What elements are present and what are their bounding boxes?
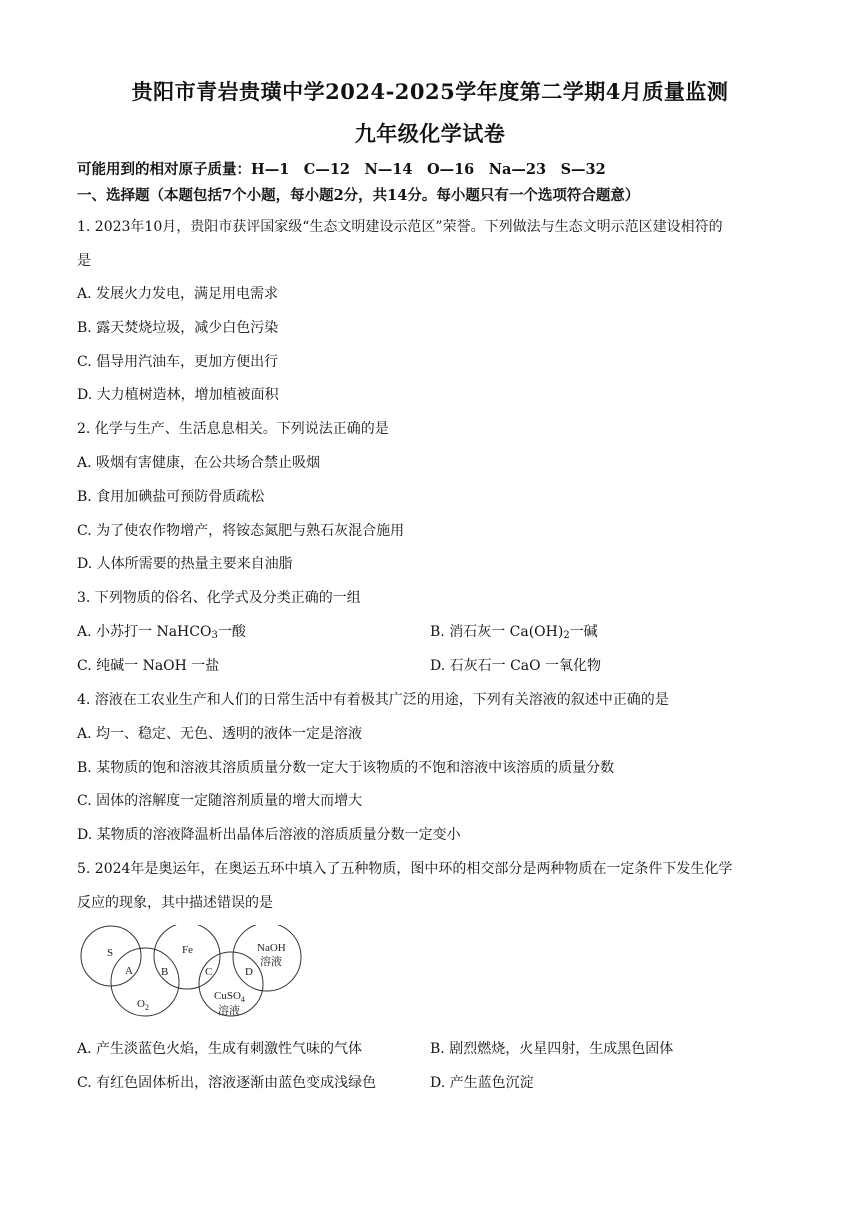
section-heading: 一、选择题（本题包括7个小题，每小题2分，共14分。每小题只有一个选项符合题意） — [77, 187, 640, 204]
q3-option-a — [77, 625, 246, 639]
q3-b-suffix: 一碱 — [569, 624, 598, 640]
q4-stem: 4. 溶液在工农业生产和人们的日常生活中有着极其广泛的用途，下列有关溶液的叙述中正确的是 — [77, 692, 669, 708]
q2-option-d: D. 人体所需要的热量主要来自油脂 — [77, 556, 293, 572]
q3-b-sub: 2 — [563, 630, 570, 641]
q1-option-d: D. 大力植树造林，增加植被面积 — [77, 387, 279, 403]
q3-stem: 3. 下列物质的俗名、化学式及分类正确的一组 — [77, 590, 361, 606]
q3-option-b — [430, 625, 598, 639]
ring-cuso4-label: CuSO$_4$ — [214, 990, 245, 1004]
atomic-masses: 可能用到的相对原子质量：H—1 C—12 N—14 O—16 Na—23 S—32 — [77, 161, 606, 178]
q3-a-suffix: 一酸 — [217, 624, 246, 640]
q2-option-b: B. 食用加碘盐可预防骨质疏松 — [77, 489, 265, 505]
q2-option-a: A. 吸烟有害健康，在公共场合禁止吸烟 — [77, 455, 321, 471]
q5-stem-line2: 反应的现象，其中描述错误的是 — [77, 895, 273, 911]
q1-stem-line1: 1. 2023年10月，贵阳市获评国家级“生态文明建设示范区”荣誉。下列做法与生态文明示范区建设相符的 — [77, 219, 723, 235]
q3-option-c: C. 纯碱一 NaOH 一盐 — [77, 658, 220, 674]
q2-option-c: C. 为了使农作物增产，将铵态氮肥与熟石灰混合施用 — [77, 523, 405, 539]
ring-o2-label: $O_2$ — [137, 998, 149, 1012]
ring-fe — [154, 925, 220, 989]
q3-a-sub: 3 — [211, 630, 218, 641]
q1-stem-line2: 是 — [77, 253, 91, 269]
intersection-d: D — [245, 966, 253, 978]
ring-naoh-label: NaOH — [257, 942, 286, 954]
olympic-rings-diagram — [77, 925, 309, 1025]
q1-option-b: B. 露天焚烧垃圾，减少白色污染 — [77, 320, 279, 336]
q1-option-a: A. 发展火力发电，满足用电需求 — [77, 286, 279, 302]
exam-subtitle: 九年级化学试卷 — [354, 121, 506, 146]
q3-option-d: D. 石灰石一 CaO 一氧化物 — [430, 658, 602, 674]
q1-option-c: C. 倡导用汽油车，更加方便出行 — [77, 354, 279, 370]
q5-option-c: C. 有红色固体析出，溶液逐渐由蓝色变成浅绿色 — [77, 1075, 377, 1091]
q3-b-text: B. 消石灰一 Ca(OH) — [430, 624, 564, 640]
exam-title: 贵阳市青岩贵璜中学2024-2025学年度第二学期4月质量监测 — [131, 79, 729, 104]
q5-stem-line1: 5. 2024年是奥运年，在奥运五环中填入了五种物质，图中环的相交部分是两种物质在一定条件下发生化学 — [77, 861, 733, 877]
intersection-a: A — [125, 965, 133, 977]
q4-option-c: C. 固体的溶解度一定随溶剂质量的增大而增大 — [77, 793, 363, 809]
ring-cuso4-label-2: 溶液 — [218, 1005, 240, 1017]
q5-option-b: B. 剧烈燃烧，火星四射，生成黑色固体 — [430, 1041, 674, 1057]
ring-s-label: S — [107, 947, 114, 959]
intersection-b: B — [161, 966, 169, 978]
q2-stem: 2. 化学与生产、生活息息相关。下列说法正确的是 — [77, 421, 389, 437]
q5-option-d: D. 产生蓝色沉淀 — [430, 1075, 534, 1091]
ring-naoh-label-2: 溶液 — [260, 956, 282, 968]
q3-a-text: A. 小苏打一 NaHCO — [77, 624, 212, 640]
q4-option-d: D. 某物质的溶液降温析出晶体后溶液的溶质质量分数一定变小 — [77, 827, 461, 843]
ring-fe-label: Fe — [182, 944, 193, 956]
q5-option-a: A. 产生淡蓝色火焰，生成有刺激性气味的气体 — [77, 1041, 363, 1057]
q4-option-b: B. 某物质的饱和溶液其溶质质量分数一定大于该物质的不饱和溶液中该溶质的质量分数 — [77, 760, 615, 776]
intersection-c: C — [205, 966, 213, 978]
q4-option-a: A. 均一、稳定、无色、透明的液体一定是溶液 — [77, 726, 363, 742]
